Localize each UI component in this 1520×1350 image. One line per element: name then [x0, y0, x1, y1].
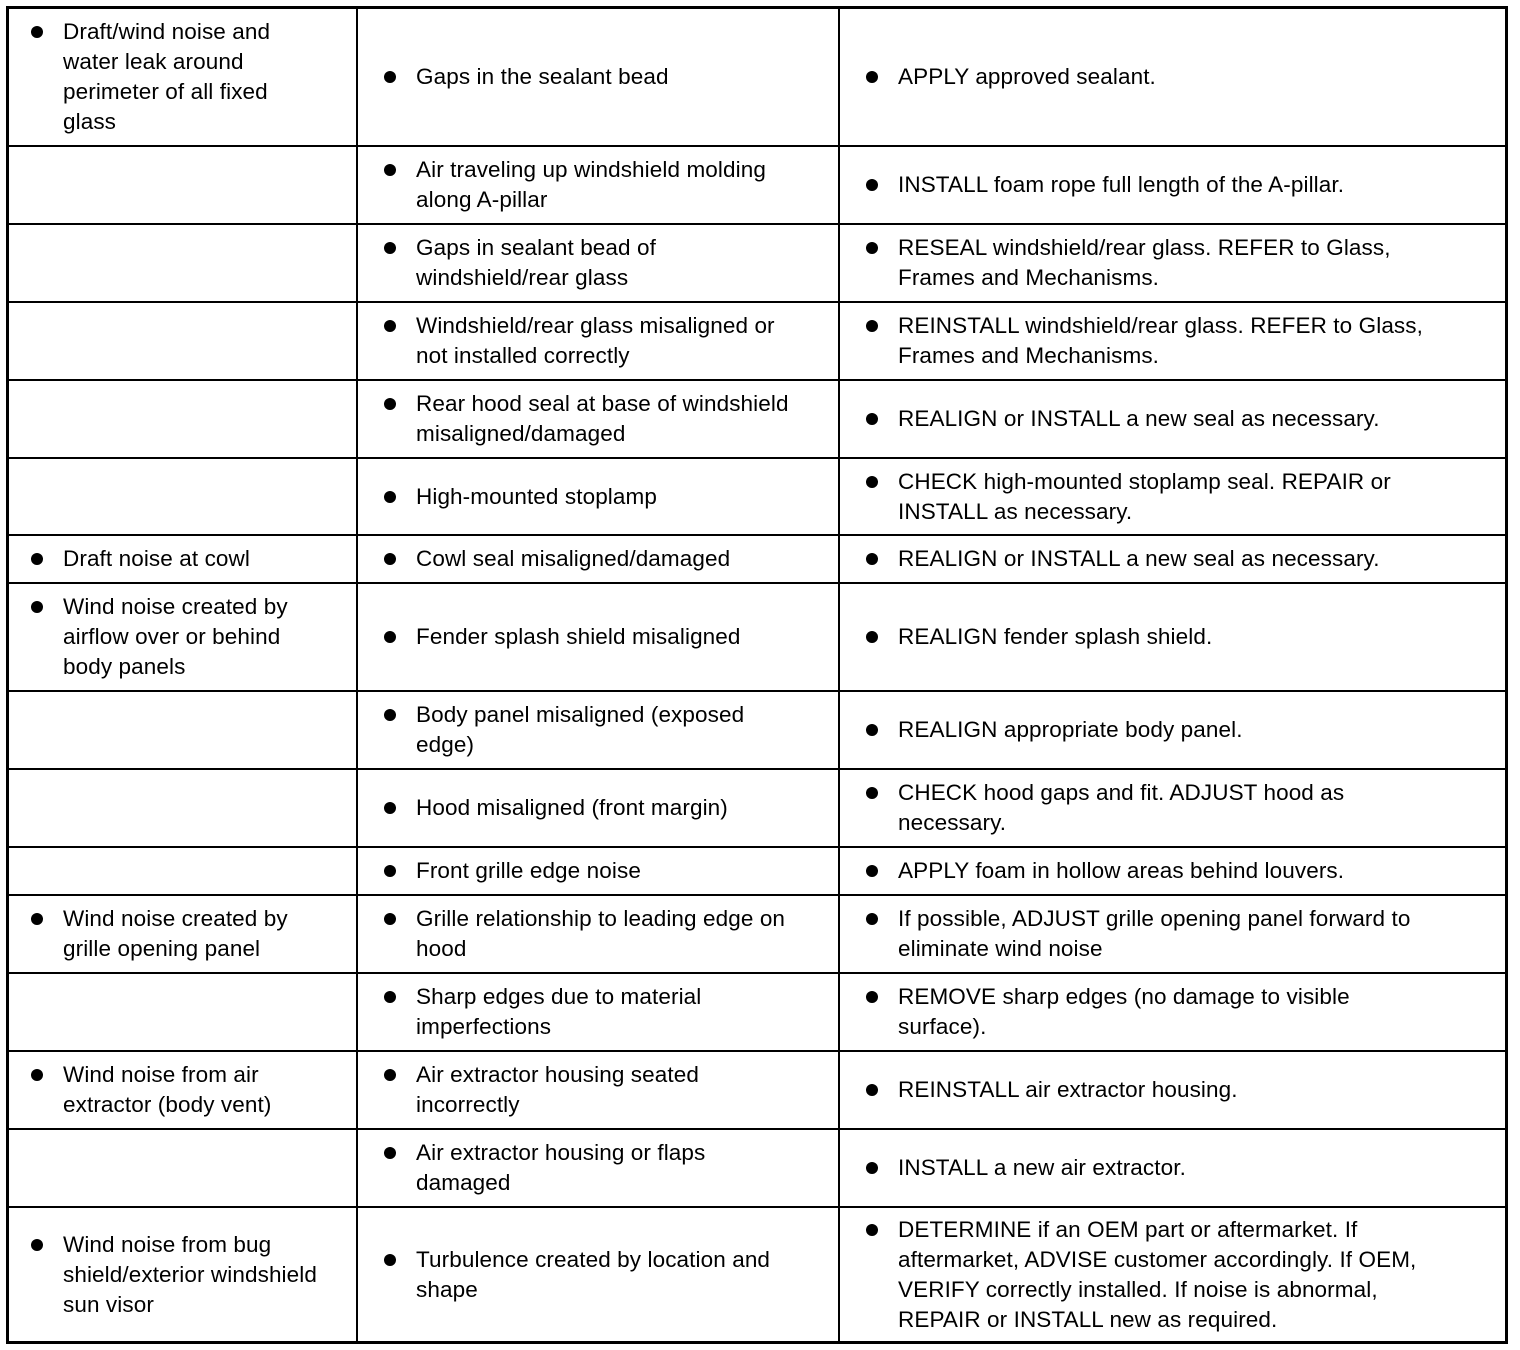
source-text: Air extractor housing seated incorrectly	[416, 1062, 699, 1117]
bullet-entry	[31, 544, 250, 574]
action-text: REINSTALL windshield/rear glass. REFER to Glass, Frames and Mechanisms.	[898, 313, 1423, 368]
symptom-text: Wind noise from bug shield/exterior windshield sun visor	[63, 1231, 317, 1317]
symptom-cell	[9, 692, 358, 768]
bullet-entry	[384, 311, 775, 371]
bullet-icon	[866, 476, 878, 488]
symptom-cell	[9, 1052, 358, 1128]
symptom-text: Draft/wind noise and water leak around perimeter of all fixed glass	[63, 19, 271, 134]
bullet-icon	[384, 1069, 396, 1081]
bullet-entry	[866, 904, 1410, 964]
source-text: Grille relationship to leading edge on hood	[416, 906, 786, 961]
table-row	[9, 536, 1505, 584]
source-text: Air traveling up windshield molding along A-pillar	[416, 157, 766, 212]
bullet-icon	[384, 1147, 396, 1159]
bullet-entry	[384, 544, 730, 574]
source-cell	[358, 848, 840, 894]
action-cell	[840, 1130, 1505, 1206]
symptom-cell	[9, 536, 358, 582]
bullet-icon	[384, 553, 396, 565]
bullet-icon	[384, 631, 396, 643]
bullet-icon	[866, 1084, 878, 1096]
source-text: Gaps in the sealant bead	[416, 64, 669, 89]
table-row	[9, 770, 1505, 848]
bullet-icon	[384, 164, 396, 176]
source-cell	[358, 770, 840, 846]
action-cell	[840, 848, 1505, 894]
bullet-entry	[384, 155, 766, 215]
action-text: REALIGN appropriate body panel.	[898, 717, 1243, 742]
source-cell	[358, 584, 840, 690]
bullet-entry	[866, 404, 1380, 434]
symptom-cell	[9, 459, 358, 534]
bullet-icon	[384, 398, 396, 410]
source-cell	[358, 9, 840, 145]
source-cell	[358, 692, 840, 768]
action-text: REALIGN or INSTALL a new seal as necessary.	[898, 546, 1380, 571]
action-cell	[840, 381, 1505, 457]
symptom-text: Draft noise at cowl	[63, 546, 250, 571]
source-cell	[358, 974, 840, 1050]
bullet-entry	[866, 170, 1344, 200]
diagnosis-table	[6, 6, 1508, 1344]
table-row	[9, 692, 1505, 770]
bullet-icon	[866, 242, 878, 254]
source-text: Windshield/rear glass misaligned or not installed correctly	[416, 313, 775, 368]
source-text: Body panel misaligned (exposed edge)	[416, 702, 745, 757]
bullet-icon	[31, 1239, 43, 1251]
bullet-entry	[31, 1230, 317, 1320]
symptom-cell	[9, 147, 358, 223]
source-text: Gaps in sealant bead of windshield/rear glass	[416, 235, 656, 290]
symptom-cell	[9, 896, 358, 972]
bullet-entry	[866, 62, 1156, 92]
action-text: APPLY foam in hollow areas behind louvers.	[898, 858, 1345, 883]
source-cell	[358, 147, 840, 223]
source-cell	[358, 1130, 840, 1206]
bullet-icon	[384, 991, 396, 1003]
action-text: CHECK high-mounted stoplamp seal. REPAIR or INSTALL as necessary.	[898, 468, 1391, 524]
bullet-icon	[384, 802, 396, 814]
symptom-text: Wind noise created by airflow over or behind body panels	[63, 594, 288, 679]
source-cell	[358, 303, 840, 379]
symptom-cell	[9, 974, 358, 1050]
action-cell	[840, 584, 1505, 690]
action-cell	[840, 1208, 1505, 1341]
action-text: DETERMINE if an OEM part or aftermarket. If aftermarket, ADVISE customer accordingly. If OEM, VERIFY correctly installed. If noise is abnormal, REPAIR or INSTALL new as required.	[898, 1216, 1417, 1332]
source-text: Fender splash shield misaligned	[416, 624, 741, 649]
source-cell	[358, 1208, 840, 1341]
bullet-icon	[866, 413, 878, 425]
action-cell	[840, 9, 1505, 145]
bullet-icon	[866, 1224, 878, 1236]
action-cell	[840, 303, 1505, 379]
action-cell	[840, 692, 1505, 768]
bullet-icon	[866, 865, 878, 877]
bullet-entry	[384, 904, 785, 964]
bullet-entry	[866, 715, 1243, 745]
action-text: REMOVE sharp edges (no damage to visible surface).	[898, 984, 1350, 1039]
bullet-entry	[31, 1060, 271, 1120]
table-row	[9, 1208, 1505, 1341]
bullet-entry	[384, 700, 744, 760]
bullet-icon	[31, 26, 43, 38]
table-row	[9, 381, 1505, 459]
action-cell	[840, 770, 1505, 846]
bullet-icon	[31, 1069, 43, 1081]
bullet-entry	[866, 1153, 1186, 1183]
source-cell	[358, 1052, 840, 1128]
table-row	[9, 848, 1505, 896]
source-text: Turbulence created by location and shape	[416, 1246, 771, 1302]
bullet-icon	[866, 913, 878, 925]
action-cell	[840, 459, 1505, 534]
source-cell	[358, 459, 840, 534]
bullet-entry	[384, 1060, 699, 1120]
bullet-icon	[866, 553, 878, 565]
symptom-cell	[9, 1130, 358, 1206]
bullet-icon	[31, 553, 43, 565]
symptom-cell	[9, 1208, 358, 1341]
action-text: REINSTALL air extractor housing.	[898, 1077, 1238, 1102]
bullet-entry	[866, 1075, 1238, 1105]
bullet-icon	[866, 724, 878, 736]
bullet-icon	[866, 631, 878, 643]
table-row	[9, 303, 1505, 381]
table-row	[9, 225, 1505, 303]
bullet-icon	[31, 601, 43, 613]
bullet-icon	[384, 1254, 396, 1266]
source-text: Air extractor housing or flaps damaged	[416, 1140, 706, 1195]
bullet-entry	[866, 778, 1344, 838]
action-cell	[840, 225, 1505, 301]
action-cell	[840, 536, 1505, 582]
bullet-entry	[31, 17, 270, 137]
action-text: REALIGN fender splash shield.	[898, 624, 1213, 649]
source-cell	[358, 225, 840, 301]
source-text: Cowl seal misaligned/damaged	[416, 546, 731, 571]
action-text: If possible, ADJUST grille opening panel forward to eliminate wind noise	[898, 906, 1411, 961]
bullet-entry	[866, 856, 1344, 886]
action-cell	[840, 974, 1505, 1050]
source-text: Front grille edge noise	[416, 858, 641, 883]
table-row	[9, 1130, 1505, 1208]
bullet-entry	[384, 389, 789, 449]
symptom-cell	[9, 848, 358, 894]
bullet-entry	[384, 793, 728, 823]
bullet-icon	[866, 71, 878, 83]
table-row	[9, 896, 1505, 974]
symptom-cell	[9, 381, 358, 457]
bullet-entry	[866, 544, 1380, 574]
bullet-icon	[384, 71, 396, 83]
action-text: INSTALL a new air extractor.	[898, 1155, 1186, 1180]
bullet-entry	[384, 482, 657, 512]
bullet-icon	[31, 913, 43, 925]
source-cell	[358, 381, 840, 457]
action-text: REALIGN or INSTALL a new seal as necessary.	[898, 406, 1380, 431]
action-cell	[840, 1052, 1505, 1128]
action-cell	[840, 896, 1505, 972]
bullet-icon	[866, 179, 878, 191]
bullet-icon	[866, 1162, 878, 1174]
bullet-icon	[866, 320, 878, 332]
bullet-entry	[31, 592, 288, 682]
bullet-entry	[866, 1215, 1416, 1335]
source-text: Hood misaligned (front margin)	[416, 795, 728, 820]
bullet-icon	[866, 787, 878, 799]
bullet-icon	[384, 913, 396, 925]
source-cell	[358, 896, 840, 972]
table-row	[9, 459, 1505, 536]
table-row	[9, 1052, 1505, 1130]
bullet-entry	[866, 467, 1391, 527]
bullet-entry	[384, 856, 641, 886]
action-text: CHECK hood gaps and fit. ADJUST hood as necessary.	[898, 780, 1345, 835]
bullet-icon	[384, 709, 396, 721]
bullet-entry	[866, 233, 1391, 293]
symptom-cell	[9, 225, 358, 301]
bullet-entry	[384, 982, 701, 1042]
bullet-entry	[384, 1138, 705, 1198]
bullet-icon	[384, 491, 396, 503]
symptom-cell	[9, 584, 358, 690]
bullet-entry	[866, 982, 1350, 1042]
action-text: APPLY approved sealant.	[898, 64, 1156, 89]
bullet-entry	[384, 62, 669, 92]
table-row	[9, 147, 1505, 225]
bullet-icon	[384, 320, 396, 332]
symptom-cell	[9, 9, 358, 145]
source-text: Rear hood seal at base of windshield misaligned/damaged	[416, 391, 789, 446]
bullet-icon	[384, 242, 396, 254]
bullet-entry	[384, 1245, 770, 1305]
bullet-entry	[384, 622, 741, 652]
table-row	[9, 584, 1505, 692]
action-text: INSTALL foam rope full length of the A-pillar.	[898, 172, 1345, 197]
source-text: Sharp edges due to material imperfections	[416, 984, 702, 1039]
table-row	[9, 974, 1505, 1052]
source-text: High-mounted stoplamp	[416, 483, 657, 509]
bullet-entry	[31, 904, 288, 964]
bullet-icon	[866, 991, 878, 1003]
bullet-entry	[866, 622, 1212, 652]
bullet-entry	[384, 233, 656, 293]
bullet-icon	[384, 865, 396, 877]
action-cell	[840, 147, 1505, 223]
symptom-cell	[9, 770, 358, 846]
symptom-text: Wind noise created by grille opening panel	[63, 906, 288, 961]
action-text: RESEAL windshield/rear glass. REFER to Glass, Frames and Mechanisms.	[898, 235, 1391, 290]
table-row	[9, 9, 1505, 147]
bullet-entry	[866, 311, 1423, 371]
symptom-text: Wind noise from air extractor (body vent)	[63, 1062, 272, 1117]
source-cell	[358, 536, 840, 582]
symptom-cell	[9, 303, 358, 379]
